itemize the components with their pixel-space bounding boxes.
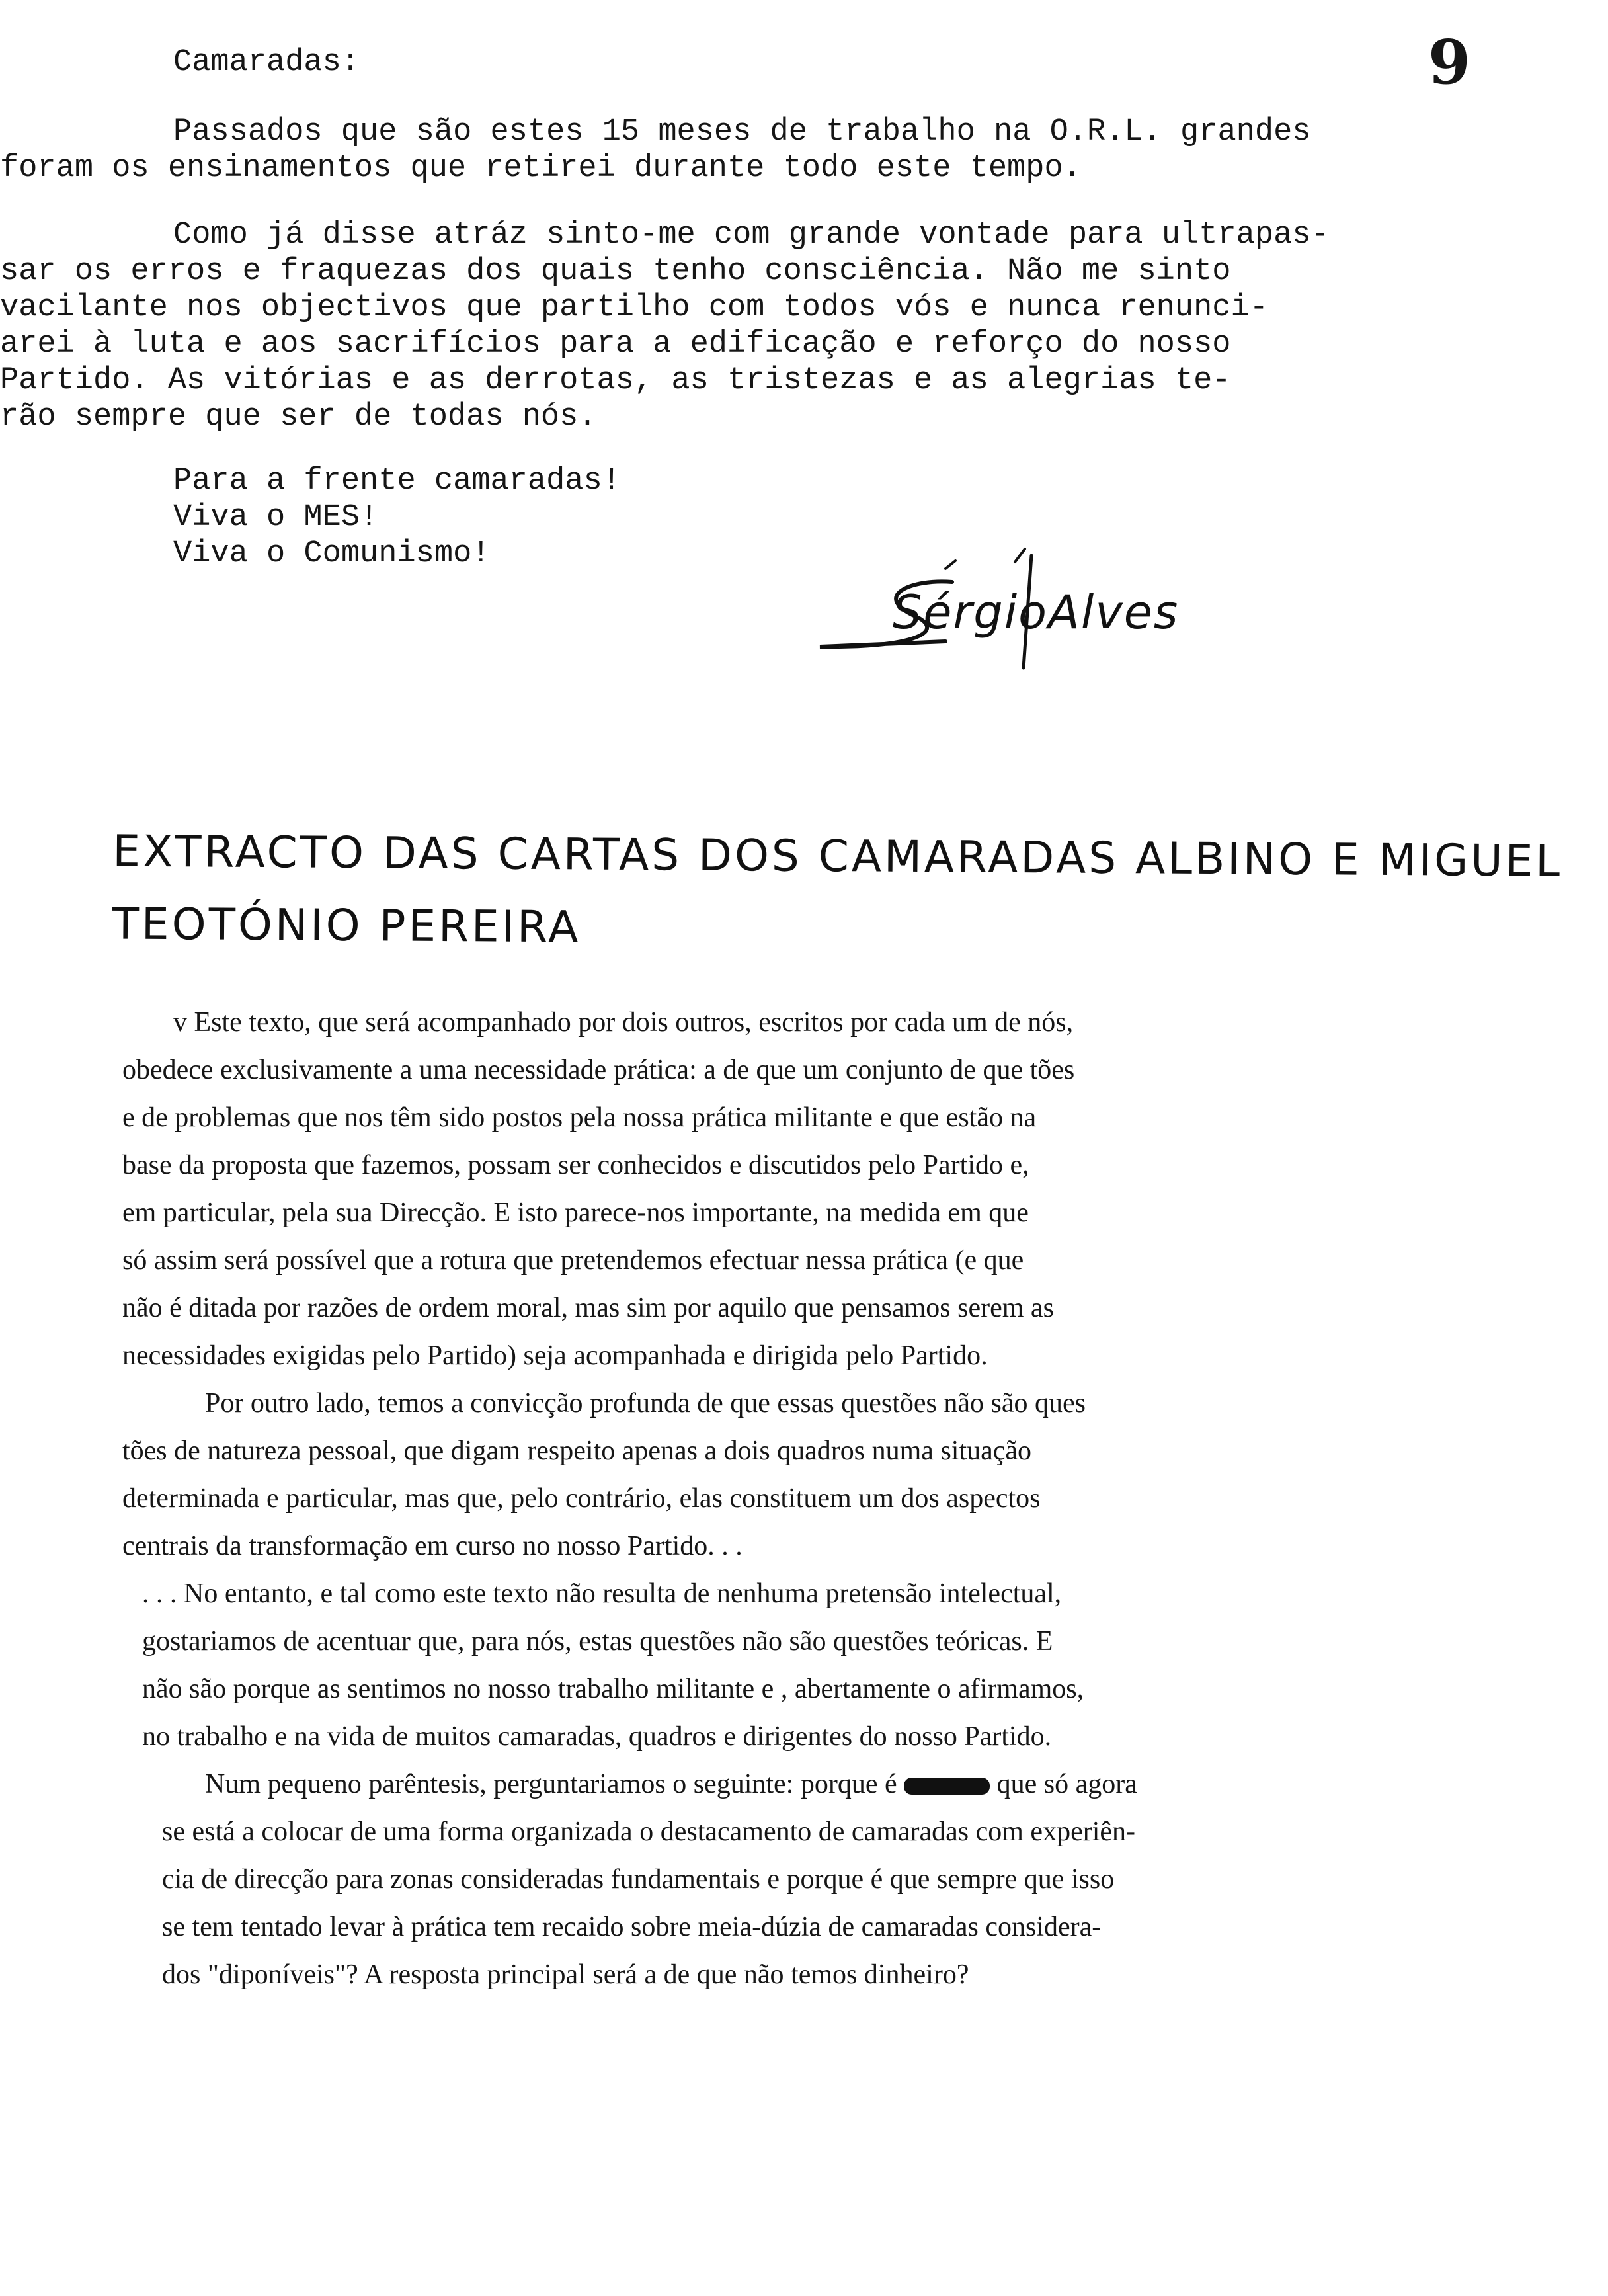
text-line: determinada e particular, mas que, pelo contrário, elas constituem um dos aspectos <box>122 1483 1041 1514</box>
extract-body <box>0 999 1560 1998</box>
text-line: Como já disse atráz sinto-me com grande vontade para ultrapas- <box>173 218 1330 253</box>
text-line: se está a colocar de uma forma organizada o destacamento de camaradas com experiên- <box>162 1817 1135 1847</box>
signature <box>813 542 1263 694</box>
redaction-mark <box>904 1778 990 1795</box>
text-line: necessidades exigidas pelo Partido) seja acompanhada e dirigida pelo Partido. <box>122 1340 988 1371</box>
text-line: gostariamos de acentuar que, para nós, estas questões não são questões teóricas. E <box>142 1626 1053 1657</box>
closing-line: Viva o MES! <box>173 500 379 535</box>
text-line: Por outro lado, temos a convicção profunda de que essas questões não são ques <box>205 1388 1086 1418</box>
page-number: 9 <box>1428 26 1471 98</box>
closing-line: Viva o Comunismo! <box>173 536 491 571</box>
closing-line: Para a frente camaradas! <box>173 464 621 499</box>
text-segment: Num pequeno parêntesis, perguntariamos o seguinte: porque é <box>205 1769 897 1799</box>
paragraph-1 <box>0 114 1521 186</box>
text-line: Passados que são estes 15 meses de trabalho na O.R.L. grandes <box>173 114 1311 149</box>
text-line: obedece exclusivamente a uma necessidade prática: a de que um conjunto de que tões <box>122 1055 1075 1085</box>
text-line: e de problemas que nos têm sido postos pela nossa prática militante e que estão na <box>122 1102 1037 1133</box>
text-line: em particular, pela sua Direcção. E isto parece-nos importante, na medida em que <box>122 1198 1029 1228</box>
text-line: só assim será possível que a rotura que pretendemos efectuar nessa prática (e que <box>122 1245 1024 1276</box>
text-line: se tem tentado levar à prática tem recaido sobre meia-dúzia de camaradas considera- <box>162 1912 1102 1942</box>
text-line: Partido. As vitórias e as derrotas, as tristezas e as alegrias te- <box>0 363 1231 398</box>
text-line: . . . No entanto, e tal como este texto não resulta de nenhuma pretensão intelectual, <box>142 1578 1062 1609</box>
text-line: sar os erros e fraquezas dos quais tenho consciência. Não me sinto <box>0 254 1231 289</box>
text-line: centrais da transformação em curso no nosso Partido. . . <box>122 1531 743 1561</box>
text-line: dos "diponíveis"? A resposta principal será a de que não temos dinheiro? <box>162 1959 969 1990</box>
extract-heading <box>112 815 1563 970</box>
salutation: Camaradas: <box>173 45 360 80</box>
paragraph-2 <box>0 217 1521 435</box>
text-line: foram os ensinamentos que retirei durante todo este tempo. <box>0 151 1082 186</box>
text-segment: que só agora <box>996 1769 1137 1799</box>
text-line: arei à luta e aos sacrifícios para a edificação e reforço do nosso <box>0 327 1231 362</box>
signature-text: SérgioAlves <box>893 585 1180 639</box>
text-line-with-redaction <box>0 1760 1560 1808</box>
text-line: rão sempre que ser de todas nós. <box>0 399 597 434</box>
text-line: tões de natureza pessoal, que digam respeito apenas a dois quadros numa situação <box>122 1436 1032 1466</box>
text-line: não é ditada por razões de ordem moral, mas sim por aquilo que pensamos serem as <box>122 1293 1054 1323</box>
text-line: não são porque as sentimos no nosso trabalho militante e , abertamente o afirmamos, <box>142 1674 1084 1704</box>
text-line: v Este texto, que será acompanhado por dois outros, escritos por cada um de nós, <box>173 1007 1074 1038</box>
text-line: vacilante nos objectivos que partilho com todos vós e nunca renunci- <box>0 290 1268 325</box>
heading-line: EXTRACTO DAS CARTAS DOS CAMARADAS ALBINO E MIGUEL <box>112 825 1563 887</box>
text-line: no trabalho e na vida de muitos camaradas, quadros e dirigentes do nosso Partido. <box>142 1721 1052 1752</box>
heading-line: TEOTÓNIO PEREIRA <box>112 898 581 953</box>
text-line: cia de direcção para zonas consideradas fundamentais e porque é que sempre que isso <box>162 1864 1115 1895</box>
text-line: base da proposta que fazemos, possam ser conhecidos e discutidos pelo Partido e, <box>122 1150 1029 1180</box>
closing-slogans <box>173 463 621 572</box>
